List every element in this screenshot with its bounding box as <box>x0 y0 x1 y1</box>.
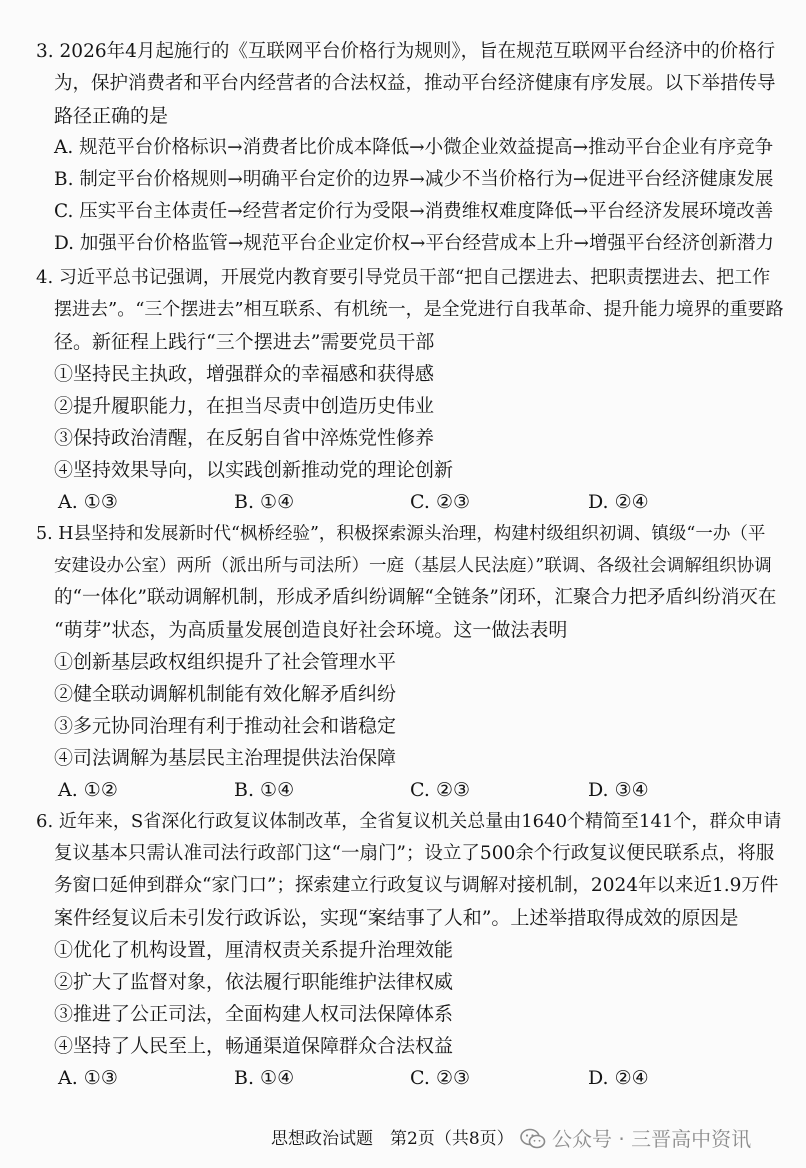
q4-statement-2: ②提升履职能力，在担当尽责中创造历史伟业 <box>54 395 435 417</box>
q3-line-3: 路径正确的是 <box>54 105 169 127</box>
q3-option-a: A. 规范平台价格标识→消费者比价成本降低→小微企业效益提高→推动平台企业有序竞争 <box>54 137 774 158</box>
q4-line-2: 摆进去”。“三个摆进去”相互联系、有机统一，是全党进行自我革命、提升能力境界的重要路 <box>54 299 784 320</box>
q4-statement-3: ③保持政治清醒，在反躬自省中淬炼党性修养 <box>54 427 435 449</box>
q6-answer-b: B. ①④ <box>234 1067 295 1089</box>
q5-line-4: “萌芽”状态，为高质量发展创造良好社会环境。这一做法表明 <box>54 619 568 641</box>
q3-line-1: 3. 2026年4月起施行的《互联网平台价格行为规则》，旨在规范互联网平台经济中的价格行 <box>36 41 776 62</box>
q6-statement-3: ③推进了公正司法，全面构建人权司法保障体系 <box>54 1003 454 1025</box>
q3-line-2: 为，保护消费者和平台内经营者的合法权益，推动平台经济健康有序发展。以下举措传导 <box>54 73 776 94</box>
q5-statement-1: ①创新基层政权组织提升了社会管理水平 <box>54 651 397 673</box>
q6-statement-4: ④坚持了人民至上，畅通渠道保障群众合法权益 <box>54 1035 454 1057</box>
q4-line-3: 径。新征程上践行“三个摆进去”需要党员干部 <box>54 331 435 353</box>
q4-statement-1: ①坚持民主执政，增强群众的幸福感和获得感 <box>54 363 435 385</box>
q5-answer-b: B. ①④ <box>234 779 295 801</box>
q5-answer-c: C. ②③ <box>410 779 471 801</box>
q5-statement-4: ④司法调解为基层民主治理提供法治保障 <box>54 747 397 769</box>
q6-answer-a: A. ①③ <box>58 1067 118 1089</box>
q6-answer-options <box>0 1064 806 1092</box>
q6-line-3: 务窗口延伸到群众“家门口”；探索建立行政复议与调解对接机制，2024年以来近1.9万件 <box>54 875 779 896</box>
q3-option-b: B. 制定平台价格规则→明确平台定价的边界→减少不当价格行为→促进平台经济健康发展 <box>54 169 774 190</box>
q5-answer-options <box>0 776 806 804</box>
q4-statement-4: ④坚持效果导向，以实践创新推动党的理论创新 <box>54 459 454 481</box>
q3-option-c: C. 压实平台主体责任→经营者定价行为受限→消费维权难度降低→平台经济发展环境改善 <box>54 201 774 222</box>
q6-statement-2: ②扩大了监督对象，依法履行职能维护法律权威 <box>54 971 454 993</box>
watermark <box>520 1122 751 1156</box>
q5-line-3: 的“一体化”联动调解机制，形成矛盾纠纷调解“全链条”闭环，汇聚合力把矛盾纠纷消灭在 <box>54 587 777 608</box>
q5-line-2: 安建设办公室）两所（派出所与司法所）一庭（基层人民法庭）”联调、各级社会调解组织协调 <box>54 556 772 576</box>
q5-line-1: 5. H县坚持和发展新时代“枫桥经验”，积极探索源头治理，构建村级组织初调、镇级“一办（平 <box>36 524 766 544</box>
page-footer <box>0 1122 806 1156</box>
footer-page-label: 思想政治试题 第2页（共8页） <box>271 1129 514 1149</box>
q3-option-d: D. 加强平台价格监管→规范平台企业定价权→平台经营成本上升→增强平台经济创新潜力 <box>54 233 774 254</box>
q6-line-1: 6. 近年来，S省深化行政复议体制改革，全省复议机关总量由1640个精简至141个，群众申请 <box>36 811 782 832</box>
q5-answer-a: A. ①② <box>58 779 118 801</box>
q5-answer-d: D. ③④ <box>588 779 649 801</box>
q6-statement-1: ①优化了机构设置，厘清权责关系提升治理效能 <box>54 939 454 961</box>
q4-answer-options <box>0 488 806 516</box>
q6-line-4: 案件经复议后未引发行政诉讼，实现“案结事了人和”。上述举措取得成效的原因是 <box>54 907 739 929</box>
q4-answer-d: D. ②④ <box>588 491 649 513</box>
wechat-icon <box>520 1128 546 1150</box>
q5-statement-2: ②健全联动调解机制能有效化解矛盾纠纷 <box>54 683 397 705</box>
q4-answer-b: B. ①④ <box>234 491 295 513</box>
q6-line-2: 复议基本只需认准司法行政部门这“一扇门”；设立了500余个行政复议便民联系点，将服 <box>54 843 775 864</box>
q4-answer-a: A. ①③ <box>58 491 118 513</box>
q4-line-1: 4. 习近平总书记强调，开展党内教育要引导党员干部“把自己摆进去、把职责摆进去、把工作 <box>36 267 771 288</box>
q6-answer-c: C. ②③ <box>410 1067 471 1089</box>
watermark-text: 公众号 · 三晋高中资讯 <box>552 1127 752 1151</box>
q4-answer-c: C. ②③ <box>410 491 471 513</box>
q6-answer-d: D. ②④ <box>588 1067 649 1089</box>
q5-statement-3: ③多元协同治理有利于推动社会和谐稳定 <box>54 715 397 737</box>
